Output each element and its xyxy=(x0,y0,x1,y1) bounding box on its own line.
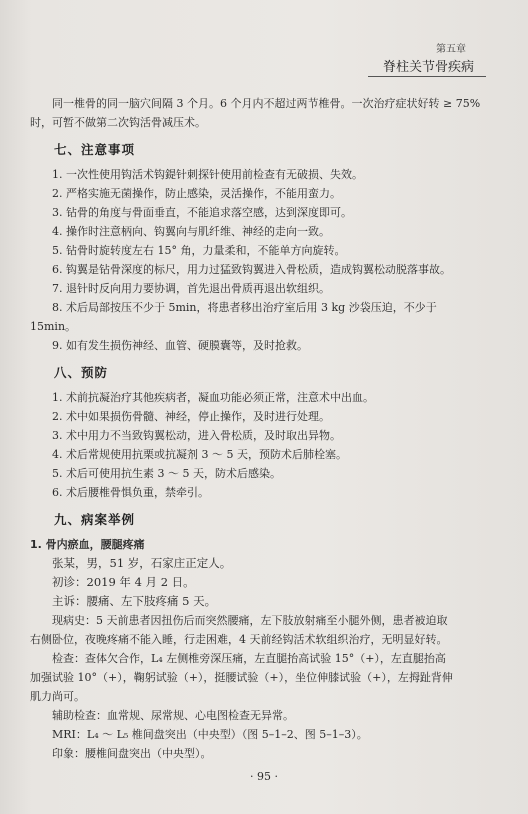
page-content xyxy=(30,94,486,763)
section-8-item-3: 3. 术中用力不当致钩翼松动，进入骨松质，及时取出异物。 xyxy=(52,429,341,442)
section-9-heading: 九、病案举例 xyxy=(54,512,136,527)
section-7-item-7: 7. 退针时反向用力要协调，首先退出骨质再退出软组织。 xyxy=(52,282,330,295)
intro-line-2: 时，可暂不做第二次钩活骨减压术。 xyxy=(30,116,206,129)
case-first-visit: 初诊：2019 年 4 月 2 日。 xyxy=(52,575,195,589)
case-chief-complaint: 主诉：腰痛、左下肢疼痛 5 天。 xyxy=(52,594,217,608)
chapter-title: 脊柱关节骨疾病 xyxy=(382,60,474,75)
section-8-item-5: 5. 术后可使用抗生素 3 ～ 5 天，防术后感染。 xyxy=(52,467,281,480)
case-title: 1. 骨内瘀血，腰腿疼痛 xyxy=(30,538,145,551)
section-8-heading: 八、预防 xyxy=(54,365,109,380)
case-exam-2: 加强试验 10°（+），鞠躬试验（+），挺腰试验（+），坐位伸膝试验（+），左拇趾背伸 xyxy=(30,671,453,684)
section-7-item-2: 2. 严格实施无菌操作，防止感染，灵活操作，不能用蛮力。 xyxy=(52,187,341,200)
case-exam-3: 肌力尚可。 xyxy=(30,690,85,703)
section-8-item-2: 2. 术中如果损伤骨髓、神经，停止操作，及时进行处理。 xyxy=(52,410,330,423)
section-7-item-6: 6. 钩翼是钻骨深度的标尺，用力过猛致钩翼进入骨松质，造成钩翼松动脱落事故。 xyxy=(52,263,451,276)
section-7-item-4: 4. 操作时注意柄向、钩翼向与肌纤维、神经的走向一致。 xyxy=(52,225,330,238)
section-7-item-3: 3. 钻骨的角度与骨面垂直，不能追求落空感，达到深度即可。 xyxy=(52,206,352,219)
case-patient: 张某，男，51 岁，石家庄正定人。 xyxy=(52,556,232,570)
section-7-heading: 七、注意事项 xyxy=(54,142,136,157)
page-number: · 95 · xyxy=(250,770,278,783)
section-7-item-8-cont: 15min。 xyxy=(30,320,77,333)
section-8-item-6: 6. 术后腰椎骨惧负重，禁牵引。 xyxy=(52,486,209,499)
section-7-item-9: 9. 如有发生损伤神经、血管、硬膜囊等，及时抢救。 xyxy=(52,339,308,352)
case-impression: 印象：腰椎间盘突出（中央型）。 xyxy=(52,747,212,760)
case-history-1: 现病史：5 天前患者因扭伤后而突然腰痛，左下肢放射痛至小腿外侧，患者被迫取 xyxy=(52,614,448,627)
chapter-label: 第五章 xyxy=(436,44,466,55)
section-8-item-4: 4. 术后常规使用抗栗或抗凝剂 3 ～ 5 天，预防术后肺栓塞。 xyxy=(52,448,347,461)
case-history-2: 右侧卧位，夜晚疼痛不能入睡，行走困难，4 天前经钩活术软组织治疗，无明显好转。 xyxy=(30,633,448,646)
section-7-item-1: 1. 一次性使用钩活术钩鍉针刺探针使用前检查有无破损、失效。 xyxy=(52,168,363,181)
case-mri: MRI：L₄ ～ L₅ 椎间盘突出（中央型）（图 5–1–2、图 5–1–3）。 xyxy=(52,728,368,741)
section-8-item-1: 1. 术前抗凝治疗其他疾病者，凝血功能必须正常，注意术中出血。 xyxy=(52,391,374,404)
header-rule xyxy=(368,76,486,77)
intro-line-1: 同一椎骨的同一脑穴间隔 3 个月。6 个月内不超过两节椎骨。一次治疗症状好转 ≥ 75% xyxy=(52,97,481,110)
case-exam-1: 检查：查体欠合作，L₄ 左侧椎旁深压痛，左直腿抬高试验 15°（+），左直腿抬高 xyxy=(52,652,446,665)
case-aux-exam: 辅助检查：血常规、尿常规、心电图检查无异常。 xyxy=(52,709,294,722)
section-7-item-8: 8. 术后局部按压不少于 5min，将患者移出治疗室后用 3 kg 沙袋压迫，不少于 xyxy=(52,301,437,314)
section-7-item-5: 5. 钻骨时旋转度左右 15° 角，力量柔和，不能单方向旋转。 xyxy=(52,244,346,257)
